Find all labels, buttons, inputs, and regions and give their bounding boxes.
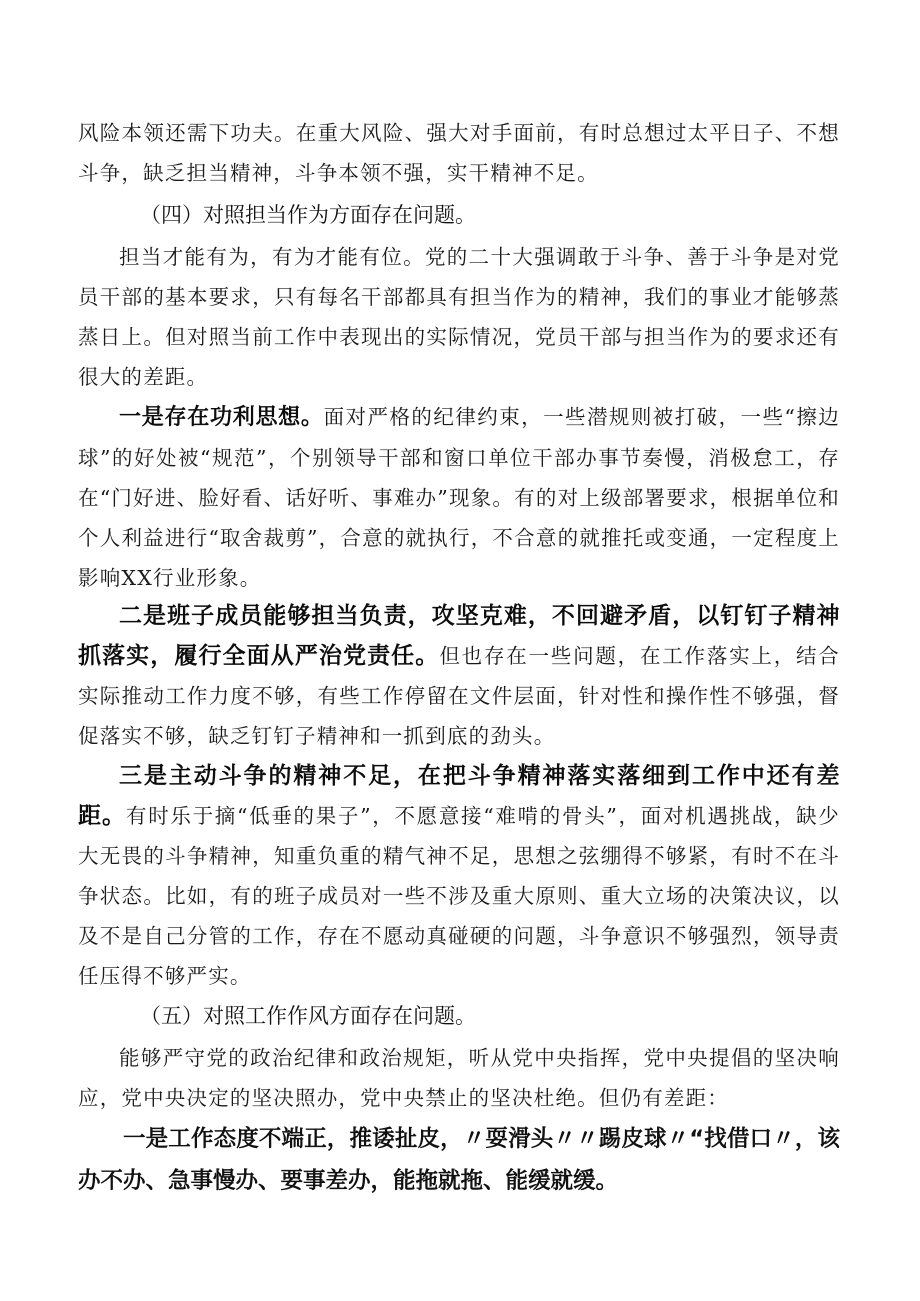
paragraph-text: 能够严守党的政治纪律和政治规矩，听从党中央指挥，党中央提倡的坚决响应，党中央决定的坚决照办，党中央禁止的坚决杜绝。但仍有差距： bbox=[78, 1046, 840, 1110]
paragraph-risk-skills bbox=[78, 113, 840, 193]
paragraph-responsibility-intro bbox=[78, 237, 840, 397]
paragraph-lead: 二是班子成员能够担当负责，攻坚克难，不回避矛盾，以钉钉子精神抓落实，履行全面从严治党责任。 bbox=[78, 603, 840, 669]
section-heading-5: （五）对照工作作风方面存在问题。 bbox=[140, 1004, 476, 1028]
section-heading-4: （四）对照担当作为方面存在问题。 bbox=[140, 203, 476, 227]
paragraph-text: 面对严格的纪律约束，一些潜规则被打破，一些“擦边球”的好处被“规范”，个别领导干部和窗口单位干部办事节奏慢，消极怠工，存在“门好进、脸好看、话好听、事难办”现象。有的对上级部署要求，根据单位和个人利益进行“取舍裁剪”，合意的就执行，不合意的就推托或变通，一定程度上影响XX行业形象。 bbox=[78, 405, 840, 590]
paragraph-lead: 一是存在功利思想。 bbox=[119, 405, 324, 430]
paragraph-text: 风险本领还需下功夫。在重大风险、强大对手面前，有时总想过太平日子、不想斗争，缺乏担当精神，斗争本领不强，实干精神不足。 bbox=[78, 121, 840, 185]
paragraph-work-style-intro bbox=[78, 1038, 840, 1118]
paragraph-text: 担当才能有为，有为才能有位。党的二十大强调敢于斗争、善于斗争是对党员干部的基本要求，只有每名干部都具有担当作为的精神，我们的事业才能够蒸蒸日上。但对照当前工作中表现出的实际情况，党员干部与担当作为的要求还有很大的差距。 bbox=[78, 245, 840, 389]
paragraph-lead: 三是主动斗争的精神不足，在把斗争精神落实落细到工作中还有差距。 bbox=[78, 763, 840, 829]
paragraph-text: 但也存在一些问题，在工作落实上，结合实际推动工作力度不够，有些工作停留在文件层面，针对性和操作性不够强，督促落实不够，缺乏钉钉子精神和一抓到底的劲头。 bbox=[78, 644, 840, 748]
paragraph-utilitarian bbox=[78, 397, 840, 598]
paragraph-struggle-spirit bbox=[78, 756, 840, 996]
paragraph-text: 有时乐于摘“低垂的果子”，不愿意接“难啃的骨头”，面对机遇挑战，缺少大无畏的斗争精神，知重负重的精气神不足，思想之弦绷得不够紧，有时不在斗争状态。比如，有的班子成员对一些不涉及重大原则、重大立场的决策决议，以及不是自己分管的工作，存在不愿动真碰硬的问题，斗争意识不够强烈，领导责任压得不够严实。 bbox=[78, 804, 840, 988]
paragraph-team-responsibility bbox=[78, 596, 840, 756]
paragraph-work-attitude: 一是工作态度不端正，推诿扯皮，〃耍滑头〃〃踢皮球〃“找借口〃，该办不办、急事慢办、要事差办，能拖就拖、能缓就缓。 bbox=[78, 1126, 840, 1194]
